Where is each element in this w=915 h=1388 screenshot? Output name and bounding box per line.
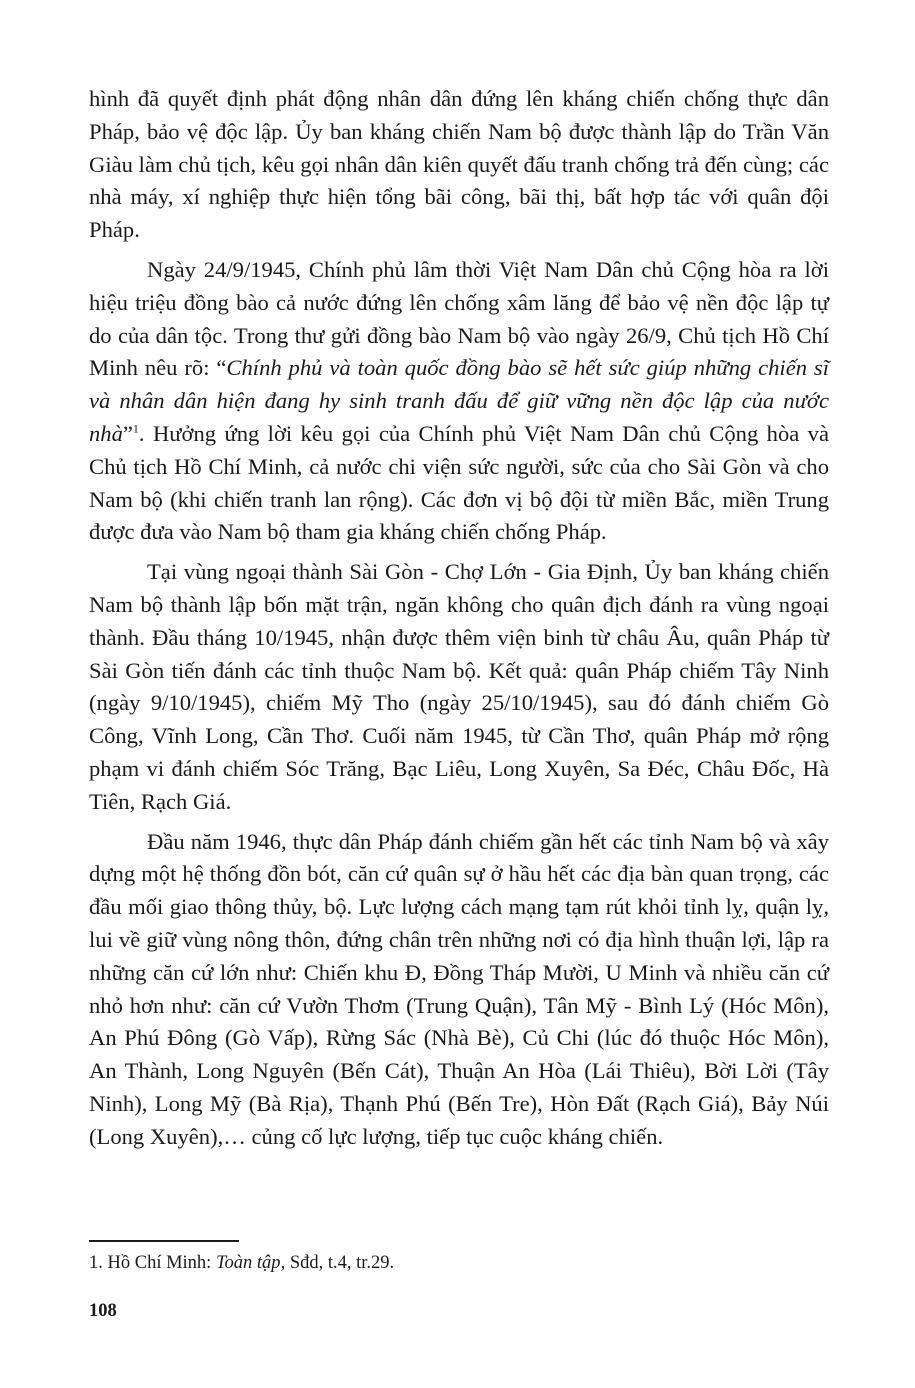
paragraph-2	[89, 254, 829, 549]
paragraph-4: Đầu năm 1946, thực dân Pháp đánh chiếm gần hết các tỉnh Nam bộ và xây dựng một hệ thống đồn bót, căn cứ quân sự ở hầu hết các địa bàn quan trọng, các đầu mối giao thông thủy, bộ. Lực lượng cách mạng tạm rút khỏi tỉnh lỵ, quận lỵ, lui về giữ vùng nông thôn, đứng chân trên những nơi có địa hình thuận lợi, lập ra những căn cứ lớn như: Chiến khu Đ, Đồng Tháp Mười, U Minh và nhiều căn cứ nhỏ hơn như: căn cứ Vườn Thơm (Trung Quận), Tân Mỹ - Bình Lý (Hóc Môn), An Phú Đông (Gò Vấp), Rừng Sác (Nhà Bè), Củ Chi (lúc đó thuộc Hóc Môn), An Thành, Long Nguyên (Bến Cát), Thuận An Hòa (Lái Thiêu), Bời Lời (Tây Ninh), Long Mỹ (Bà Rịa), Thạnh Phú (Bến Tre), Hòn Đất (Rạch Giá), Bảy Núi (Long Xuyên),… củng cố lực lượng, tiếp tục cuộc kháng chiến.	[89, 828, 829, 1149]
paragraph-1: hình đã quyết định phát động nhân dân đứng lên kháng chiến chống thực dân Pháp, bảo vệ độc lập. Ủy ban kháng chiến Nam bộ được thành lập do Trần Văn Giàu làm chủ tịch, kêu gọi nhân dân kiên quyết đấu tranh chống trả đến cùng; các nhà máy, xí nghiệp thực hiện tổng bãi công, bãi thị, bất hợp tác với quân đội Pháp.	[89, 86, 829, 243]
paragraph-3: Tại vùng ngoại thành Sài Gòn - Chợ Lớn - Gia Định, Ủy ban kháng chiến Nam bộ thành lập bốn mặt trận, ngăn không cho quân địch đánh ra vùng ngoại thành. Đầu tháng 10/1945, nhận được thêm viện binh từ châu Âu, quân Pháp từ Sài Gòn tiến đánh các tỉnh thuộc Nam bộ. Kết quả: quân Pháp chiếm Tây Ninh (ngày 9/10/1945), chiếm Mỹ Tho (ngày 25/10/1945), sau đó đánh chiếm Gò Công, Vĩnh Long, Cần Thơ. Cuối năm 1945, từ Cần Thơ, quân Pháp mở rộng phạm vi đánh chiếm Sóc Trăng, Bạc Liêu, Long Xuyên, Sa Đéc, Châu Đốc, Hà Tiên, Rạch Giá.	[89, 559, 829, 814]
footnote-reference: 1	[132, 421, 139, 436]
footnote-book-title: Toàn tập	[215, 1253, 281, 1273]
footnote-suffix: , Sđd, t.4, tr.29.	[280, 1253, 395, 1273]
ho-chi-minh-quote: Chính phủ và toàn quốc đồng bào sẽ hết sức giúp những chiến sĩ và nhân dân hiện đang hy sinh tranh đấu để giữ vững nền độc lập của nước nhà	[89, 355, 830, 446]
footnote	[89, 1251, 829, 1275]
footnote-divider	[89, 1240, 239, 1242]
quote-close-mark: ”	[122, 420, 133, 446]
page-number: 108	[89, 1301, 117, 1321]
page-body	[89, 83, 829, 1161]
paragraph-2-rest: . Hưởng ứng lời kêu gọi của Chính phủ Việt Nam Dân chủ Cộng hòa và Chủ tịch Hồ Chí Minh, cả nước chi viện sức người, sức của cho Sài Gòn và cho Nam bộ (khi chiến tranh lan rộng). Các đơn vị bộ đội từ miền Bắc, miền Trung được đưa vào Nam bộ tham gia kháng chiến chống Pháp.	[89, 420, 829, 545]
footnote-prefix: 1. Hồ Chí Minh:	[89, 1253, 216, 1273]
paragraph-2-intro: Ngày 24/9/1945, Chính phủ lâm thời Việt Nam Dân chủ Cộng hòa ra lời hiệu triệu đồng bào cả nước đứng lên chống xâm lăng để bảo vệ nền độc lập tự do của dân tộc. Trong thư gửi đồng bào Nam bộ vào ngày 26/9, Chủ tịch Hồ Chí Minh nêu rõ: “	[89, 256, 829, 381]
